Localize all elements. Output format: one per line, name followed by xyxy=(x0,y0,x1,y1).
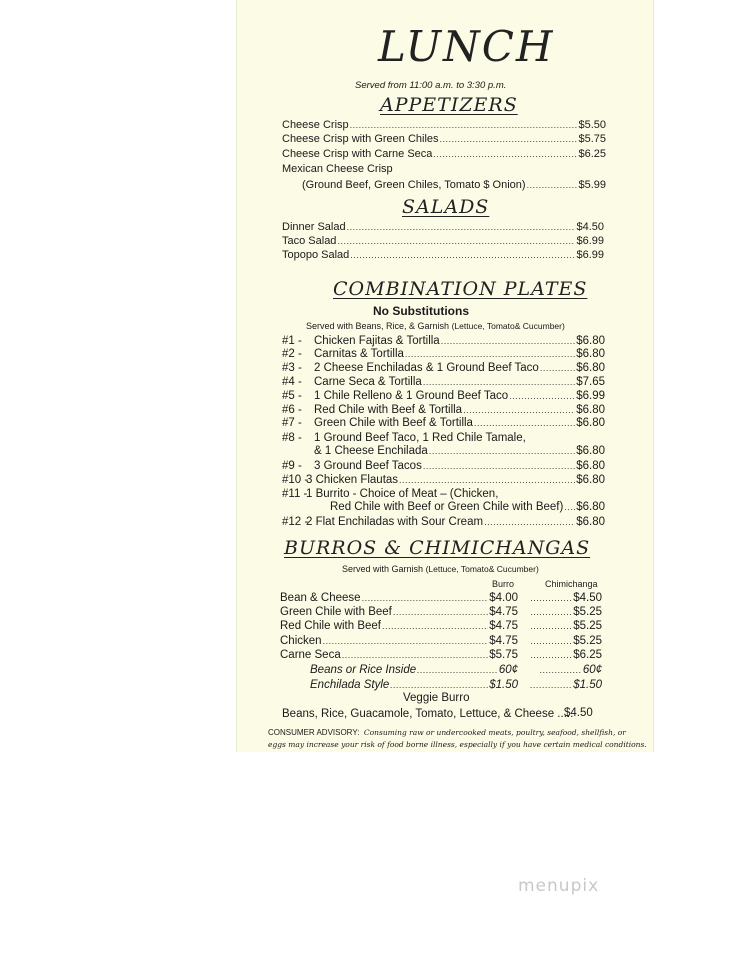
item-price: $6.80 xyxy=(576,445,605,457)
menu-item-row xyxy=(282,459,605,473)
menu-item-row xyxy=(282,132,606,146)
dot-leader xyxy=(509,389,575,403)
burros-served-with-garnish: (Lettuce, Tomato& Cucumber) xyxy=(425,564,539,574)
item-price: $6.80 xyxy=(576,501,605,513)
dot-leader xyxy=(323,634,489,648)
chimichanga-price: $5.25 xyxy=(573,635,602,647)
item-name: (Ground Beef, Green Chiles, Tomato $ Onion) xyxy=(302,179,526,191)
item-price: $5.75 xyxy=(578,133,606,145)
chimichanga-price: $5.25 xyxy=(573,606,602,618)
advisory-label: CONSUMER ADVISORY: xyxy=(268,728,360,737)
item-name: 3 Chicken Flautas xyxy=(306,474,399,486)
dot-leader xyxy=(530,605,572,619)
item-number: #2 - xyxy=(282,348,302,360)
menu-item-row xyxy=(282,416,605,430)
item-name: Cheese Crisp xyxy=(282,119,349,131)
dot-leader xyxy=(540,663,582,677)
menu-item-row xyxy=(280,591,602,605)
combo-served-with xyxy=(306,321,565,331)
dot-leader xyxy=(423,459,575,473)
item-price: $6.80 xyxy=(576,335,605,347)
item-number: #8 - xyxy=(282,432,302,444)
col-header-chimichanga: Chimichanga xyxy=(545,579,598,589)
dot-leader xyxy=(393,605,488,619)
item-number: #6 - xyxy=(282,404,302,416)
menu-item-row xyxy=(282,487,605,501)
dot-leader xyxy=(440,132,578,146)
item-number: #10 - xyxy=(282,474,309,486)
burros-served-with-main: Served with Garnish xyxy=(342,564,424,574)
item-name: & 1 Cheese Enchilada xyxy=(314,445,428,457)
menu-item-row xyxy=(282,500,605,514)
item-name: Enchilada Style xyxy=(310,679,390,691)
advisory-text-2: eggs may increase your risk of food borne illness, especially if you have certain medical conditions. xyxy=(268,740,647,749)
item-price: $6.80 xyxy=(576,362,605,374)
combination-plates-heading: COMBINATION PLATES xyxy=(333,278,588,300)
item-price: $6.80 xyxy=(576,516,605,528)
item-price: $6.99 xyxy=(576,235,604,247)
dot-leader xyxy=(390,678,488,692)
item-name: 1 Ground Beef Taco, 1 Red Chile Tamale, xyxy=(314,432,526,444)
item-name: Chicken Fajitas & Tortilla xyxy=(314,335,440,347)
dot-leader xyxy=(530,678,572,692)
item-name: Chicken xyxy=(280,635,322,647)
burro-price: $1.50 xyxy=(489,679,518,691)
dot-leader xyxy=(362,591,489,605)
advisory-text-1: Consuming raw or undercooked meats, poultry, seafood, shellfish, or xyxy=(363,728,626,737)
menu-item-row xyxy=(310,678,602,692)
dot-leader xyxy=(564,500,575,514)
menu-item-row xyxy=(282,248,604,262)
item-name: Red Chile with Beef or Green Chile with Beef) xyxy=(330,501,564,513)
menu-item-row xyxy=(282,347,605,361)
veggie-burro-description: Beans, Rice, Guacamole, Tomato, Lettuce, & Cheese ..... xyxy=(282,708,574,720)
dot-leader xyxy=(399,473,575,487)
dot-leader xyxy=(530,591,572,605)
menu-item-row xyxy=(282,389,605,403)
burro-price: $4.75 xyxy=(489,606,518,618)
item-price: $6.25 xyxy=(578,148,606,160)
dot-leader xyxy=(530,648,572,662)
item-price: $6.99 xyxy=(576,390,605,402)
menu-item-row xyxy=(282,375,605,389)
menu-item-row xyxy=(282,147,606,161)
item-name: Carnitas & Tortilla xyxy=(314,348,404,360)
dot-leader xyxy=(530,634,572,648)
burro-price: $4.75 xyxy=(489,635,518,647)
menu-item-row xyxy=(282,118,606,132)
menu-item-row xyxy=(282,162,606,176)
veggie-burro-title: Veggie Burro xyxy=(403,692,470,704)
menu-item-row xyxy=(310,663,602,677)
dot-leader xyxy=(342,648,488,662)
menu-item-row xyxy=(280,619,602,633)
chimichanga-price: 60¢ xyxy=(582,664,602,676)
chimichanga-price: $1.50 xyxy=(573,679,602,691)
menu-item-row xyxy=(282,515,605,529)
dot-leader xyxy=(530,619,572,633)
item-name: 1 Chile Relleno & 1 Ground Beef Taco xyxy=(314,390,509,402)
burro-price: $4.75 xyxy=(489,620,518,632)
item-number: #5 - xyxy=(282,390,302,402)
item-number: #7 - xyxy=(282,417,302,429)
item-name: Cheese Crisp with Green Chiles xyxy=(282,133,439,145)
dot-leader xyxy=(350,248,575,262)
dot-leader xyxy=(405,347,575,361)
menu-item-row xyxy=(280,605,602,619)
dot-leader xyxy=(347,220,576,234)
combo-served-with-main: Served with Beans, Rice, & Garnish xyxy=(306,321,450,331)
burro-price: 60¢ xyxy=(498,664,518,676)
salads-heading: SALADS xyxy=(402,196,490,218)
dot-leader xyxy=(540,361,575,375)
dot-leader xyxy=(484,515,575,529)
menu-item-row xyxy=(282,220,604,234)
menu-item-row xyxy=(282,334,605,348)
no-substitutions: No Substitutions xyxy=(373,304,469,318)
item-number: #3 - xyxy=(282,362,302,374)
col-header-burro: Burro xyxy=(492,579,515,589)
item-name: Red Chile with Beef xyxy=(280,620,381,632)
item-name: Green Chile with Beef xyxy=(280,606,392,618)
item-number: #9 - xyxy=(282,460,302,472)
item-price: $6.99 xyxy=(576,249,604,261)
item-name: Bean & Cheese xyxy=(280,592,361,604)
item-price: $6.80 xyxy=(576,348,605,360)
item-name: 3 Ground Beef Tacos xyxy=(314,460,422,472)
menupix-watermark: menupix xyxy=(518,876,600,896)
item-name: Carne Seca & Tortilla xyxy=(314,376,422,388)
chimichanga-price: $6.25 xyxy=(573,649,602,661)
item-number: #12 - xyxy=(282,516,309,528)
item-price: $7.65 xyxy=(576,376,605,388)
dot-leader xyxy=(527,178,578,192)
item-price: $6.80 xyxy=(576,474,605,486)
item-name: 1 Burrito - Choice of Meat – (Chicken, xyxy=(306,488,499,500)
item-name: Topopo Salad xyxy=(282,249,350,261)
item-number: #11 - xyxy=(282,488,308,500)
item-name: Mexican Cheese Crisp xyxy=(282,163,393,175)
dot-leader xyxy=(417,663,498,677)
dot-leader xyxy=(433,147,577,161)
item-name: Red Chile with Beef & Tortilla xyxy=(314,404,463,416)
item-price: $6.80 xyxy=(576,460,605,472)
burros-heading: BURROS & CHIMICHANGAS xyxy=(284,537,591,559)
item-price: $6.80 xyxy=(576,417,605,429)
menu-item-row xyxy=(282,444,605,458)
menu-item-row xyxy=(280,648,602,662)
item-name: Dinner Salad xyxy=(282,221,346,233)
chimichanga-price: $4.50 xyxy=(573,592,602,604)
menu-item-row xyxy=(282,234,604,248)
dot-leader xyxy=(382,619,488,633)
item-name: Taco Salad xyxy=(282,235,337,247)
burro-price: $4.00 xyxy=(489,592,518,604)
menu-item-row xyxy=(280,634,602,648)
consumer-advisory xyxy=(268,727,648,751)
item-name: Cheese Crisp with Carne Seca xyxy=(282,148,433,160)
burro-price: $5.75 xyxy=(489,649,518,661)
item-name: 2 Flat Enchiladas with Sour Cream xyxy=(306,516,484,528)
dot-leader xyxy=(463,403,575,417)
combo-served-with-garnish: (Lettuce, Tomato& Cucumber) xyxy=(451,321,565,331)
burros-served-with xyxy=(342,564,539,574)
menu-title: LUNCH xyxy=(378,22,555,71)
served-hours: Served from 11:00 a.m. to 3:30 p.m. xyxy=(355,80,507,91)
dot-leader xyxy=(474,416,575,430)
item-price: $6.80 xyxy=(576,404,605,416)
item-name: Green Chile with Beef & Tortilla xyxy=(314,417,473,429)
item-price: $5.99 xyxy=(578,179,606,191)
menu-item-row xyxy=(282,431,605,445)
veggie-burro-price: $4.50 xyxy=(564,707,593,719)
item-price: $4.50 xyxy=(576,221,604,233)
dot-leader xyxy=(441,334,576,348)
item-name: Carne Seca xyxy=(280,649,341,661)
menu-item-row xyxy=(302,178,606,192)
item-number: #1 - xyxy=(282,335,302,347)
item-name: 2 Cheese Enchiladas & 1 Ground Beef Taco xyxy=(314,362,539,374)
dot-leader xyxy=(423,375,575,389)
menu-item-row xyxy=(282,473,605,487)
menu-item-row xyxy=(282,361,605,375)
menu-item-row xyxy=(282,403,605,417)
dot-leader xyxy=(337,234,575,248)
appetizers-heading: APPETIZERS xyxy=(380,94,518,116)
item-price: $5.50 xyxy=(578,119,606,131)
dot-leader xyxy=(350,118,578,132)
dot-leader xyxy=(429,444,575,458)
item-name: Beans or Rice Inside xyxy=(310,664,417,676)
item-number: #4 - xyxy=(282,376,302,388)
chimichanga-price: $5.25 xyxy=(573,620,602,632)
